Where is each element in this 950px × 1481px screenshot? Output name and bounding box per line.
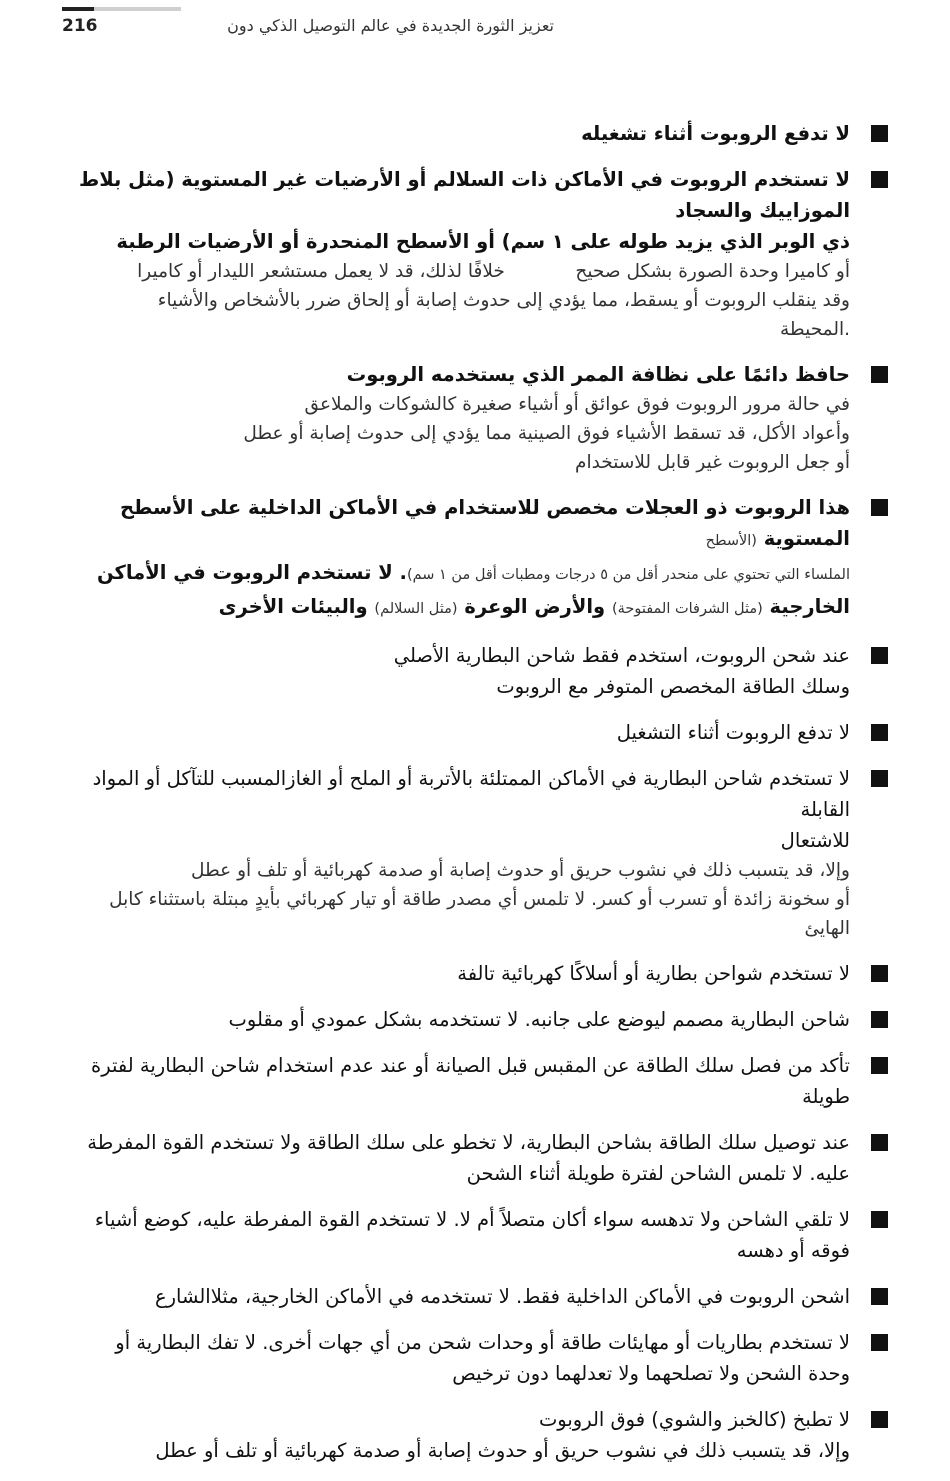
item-text-note: (مثل الشرفات المفتوحة) [611,601,763,617]
item-text-bold: الخارجية [769,595,850,618]
item-detail: الهايئ [804,918,850,939]
item-text: عند توصيل سلك الطاقة بشاحن البطارية، لا تخطو على سلك الطاقة ولا تستخدم القوة المفرطة [87,1131,850,1154]
bullet-icon [871,1411,888,1428]
item-text: عليه. لا تلمس الشاحن لفترة طويلة أثناء الشحن [466,1162,850,1185]
bullet-icon [871,965,888,982]
item-text: ذي الوبر الذي يزيد طوله على ١ سم) أو الأسطح المنحدرة أو الأرضيات الرطبة [116,230,850,253]
item-text: لا تستخدم الروبوت في الأماكن ذات السلالم أو الأرضيات غير المستوية (مثل بلاط الموزاييك والسجاد [78,168,850,222]
bullet-icon [871,366,888,383]
list-item [62,763,888,943]
item-text-bold: . لا تستخدم الروبوت في الأماكن [96,561,407,584]
item-text: للاشتعال [780,829,850,852]
list-item [62,958,888,989]
item-text-note: الملساء التي تحتوي على منحدر أقل من ٥ درجات ومطبات أقل من ١ سم) [406,567,850,583]
bullet-icon [871,125,888,142]
header-rule [94,7,181,11]
item-text: لا تدفع الروبوت أثناء التشغيل [616,721,850,744]
bullet-icon [871,1211,888,1228]
list-item [62,1404,888,1466]
list-item [62,1281,888,1312]
bullet-icon [871,171,888,188]
list-item [62,1127,888,1189]
item-detail: في حالة مرور الروبوت فوق عوائق أو أشياء صغيرة كالشوكات والملاعق [304,394,850,415]
list-item [62,492,888,625]
item-text-bold: هذا الروبوت ذو العجلات مخصص للاستخدام في الأماكن الداخلية على الأسطح المستوية [119,496,850,550]
safety-list [62,118,888,1481]
item-text: وحدة الشحن ولا تصلحهما ولا تعدلهما دون ترخيص [452,1362,850,1385]
list-item [62,1204,888,1266]
item-text: لا تستخدم شاحن البطارية في الأماكن الممتلئة بالأتربة أو الملح أو الغازالمسبب للتآكل أو المواد القابلة [92,767,850,821]
item-detail: .المحيطة [780,319,850,340]
item-text: لا تدفع الروبوت أثناء تشغيله [581,122,850,145]
item-text-bold: والأرض الوعرة [464,595,606,618]
bullet-icon [871,724,888,741]
item-text: لا تستخدم شواحن بطارية أو أسلاكًا كهربائية تالفة [457,962,850,985]
list-item [62,1327,888,1389]
item-text: عند شحن الروبوت، استخدم فقط شاحن البطارية الأصلي [393,644,850,667]
list-item [62,359,888,477]
item-detail: أو جعل الروبوت غير قابل للاستخدام [575,452,850,473]
bullet-icon [871,1011,888,1028]
item-detail: أو سخونة زائدة أو تسرب أو كسر. لا تلمس أي مصدر طاقة أو تيار كهربائي بأيدٍ مبتلة باستثناء كابل [109,889,850,910]
item-text: فوقه أو دهسه [736,1239,850,1262]
item-text: حافظ دائمًا على نظافة الممر الذي يستخدمه الروبوت [346,363,850,386]
item-text: اشحن الروبوت في الأماكن الداخلية فقط. لا تستخدمه في الأماكن الخارجية، مثلاالشارع [154,1285,850,1308]
bullet-icon [871,1288,888,1305]
item-detail: أو كاميرا وحدة الصورة بشكل صحيح خلافًا لذلك، قد لا يعمل مستشعر الليدار أو كاميرا [137,261,850,282]
item-text [62,591,850,625]
list-item [62,717,888,748]
list-item [62,1004,888,1035]
item-detail: وإلا، قد يتسبب ذلك في نشوب حريق أو حدوث إصابة أو صدمة كهربائية أو تلف أو عطل [190,860,850,881]
item-text: طويلة [802,1085,850,1108]
item-text: وسلك الطاقة المخصص المتوفر مع الروبوت [496,675,850,698]
list-item [62,640,888,702]
item-text: لا تطبخ (كالخبز والشوي) فوق الروبوت [538,1408,850,1431]
page-number: 216 [62,16,98,36]
bullet-icon [871,770,888,787]
item-detail: وأعواد الأكل، قد تسقط الأشياء فوق الصينية مما يؤدي إلى حدوث إصابة أو عطل [243,423,850,444]
bullet-icon [871,499,888,516]
list-item [62,118,888,149]
item-text: تأكد من فصل سلك الطاقة عن المقبس قبل الصيانة أو عند عدم استخدام شاحن البطارية لفترة [91,1054,850,1077]
list-item [62,1050,888,1112]
bullet-icon [871,647,888,664]
item-text-note: (مثل السلالم) [374,601,458,617]
item-detail: وقد ينقلب الروبوت أو يسقط، مما يؤدي إلى حدوث إصابة أو إلحاق ضرر بالأشخاص والأشياء [157,290,850,311]
list-item [62,164,888,344]
item-text: شاحن البطارية مصمم ليوضع على جانبه. لا تستخدمه بشكل عمودي أو مقلوب [228,1008,850,1031]
bullet-icon [871,1057,888,1074]
item-text [62,557,850,591]
item-text: لا تلقي الشاحن ولا تدهسه سواء أكان متصلاً أم لا. لا تستخدم القوة المفرطة عليه، كوضع أشياء [94,1208,850,1231]
item-text-note: (الأسطح [705,533,757,549]
page-header [0,0,950,50]
item-text: وإلا، قد يتسبب ذلك في نشوب حريق أو حدوث إصابة أو صدمة كهربائية أو تلف أو عطل [155,1439,850,1462]
bullet-icon [871,1134,888,1151]
running-title: تعزيز الثورة الجديدة في عالم التوصيل الذكي دون [227,16,554,35]
item-text [62,492,850,557]
header-rule-accent [62,7,94,11]
bullet-icon [871,1334,888,1351]
item-text-bold: والبيئات الأخرى [218,595,368,618]
item-text: لا تستخدم بطاريات أو مهايئات طاقة أو وحدات شحن من أي جهات أخرى. لا تفك البطارية أو [115,1331,850,1354]
